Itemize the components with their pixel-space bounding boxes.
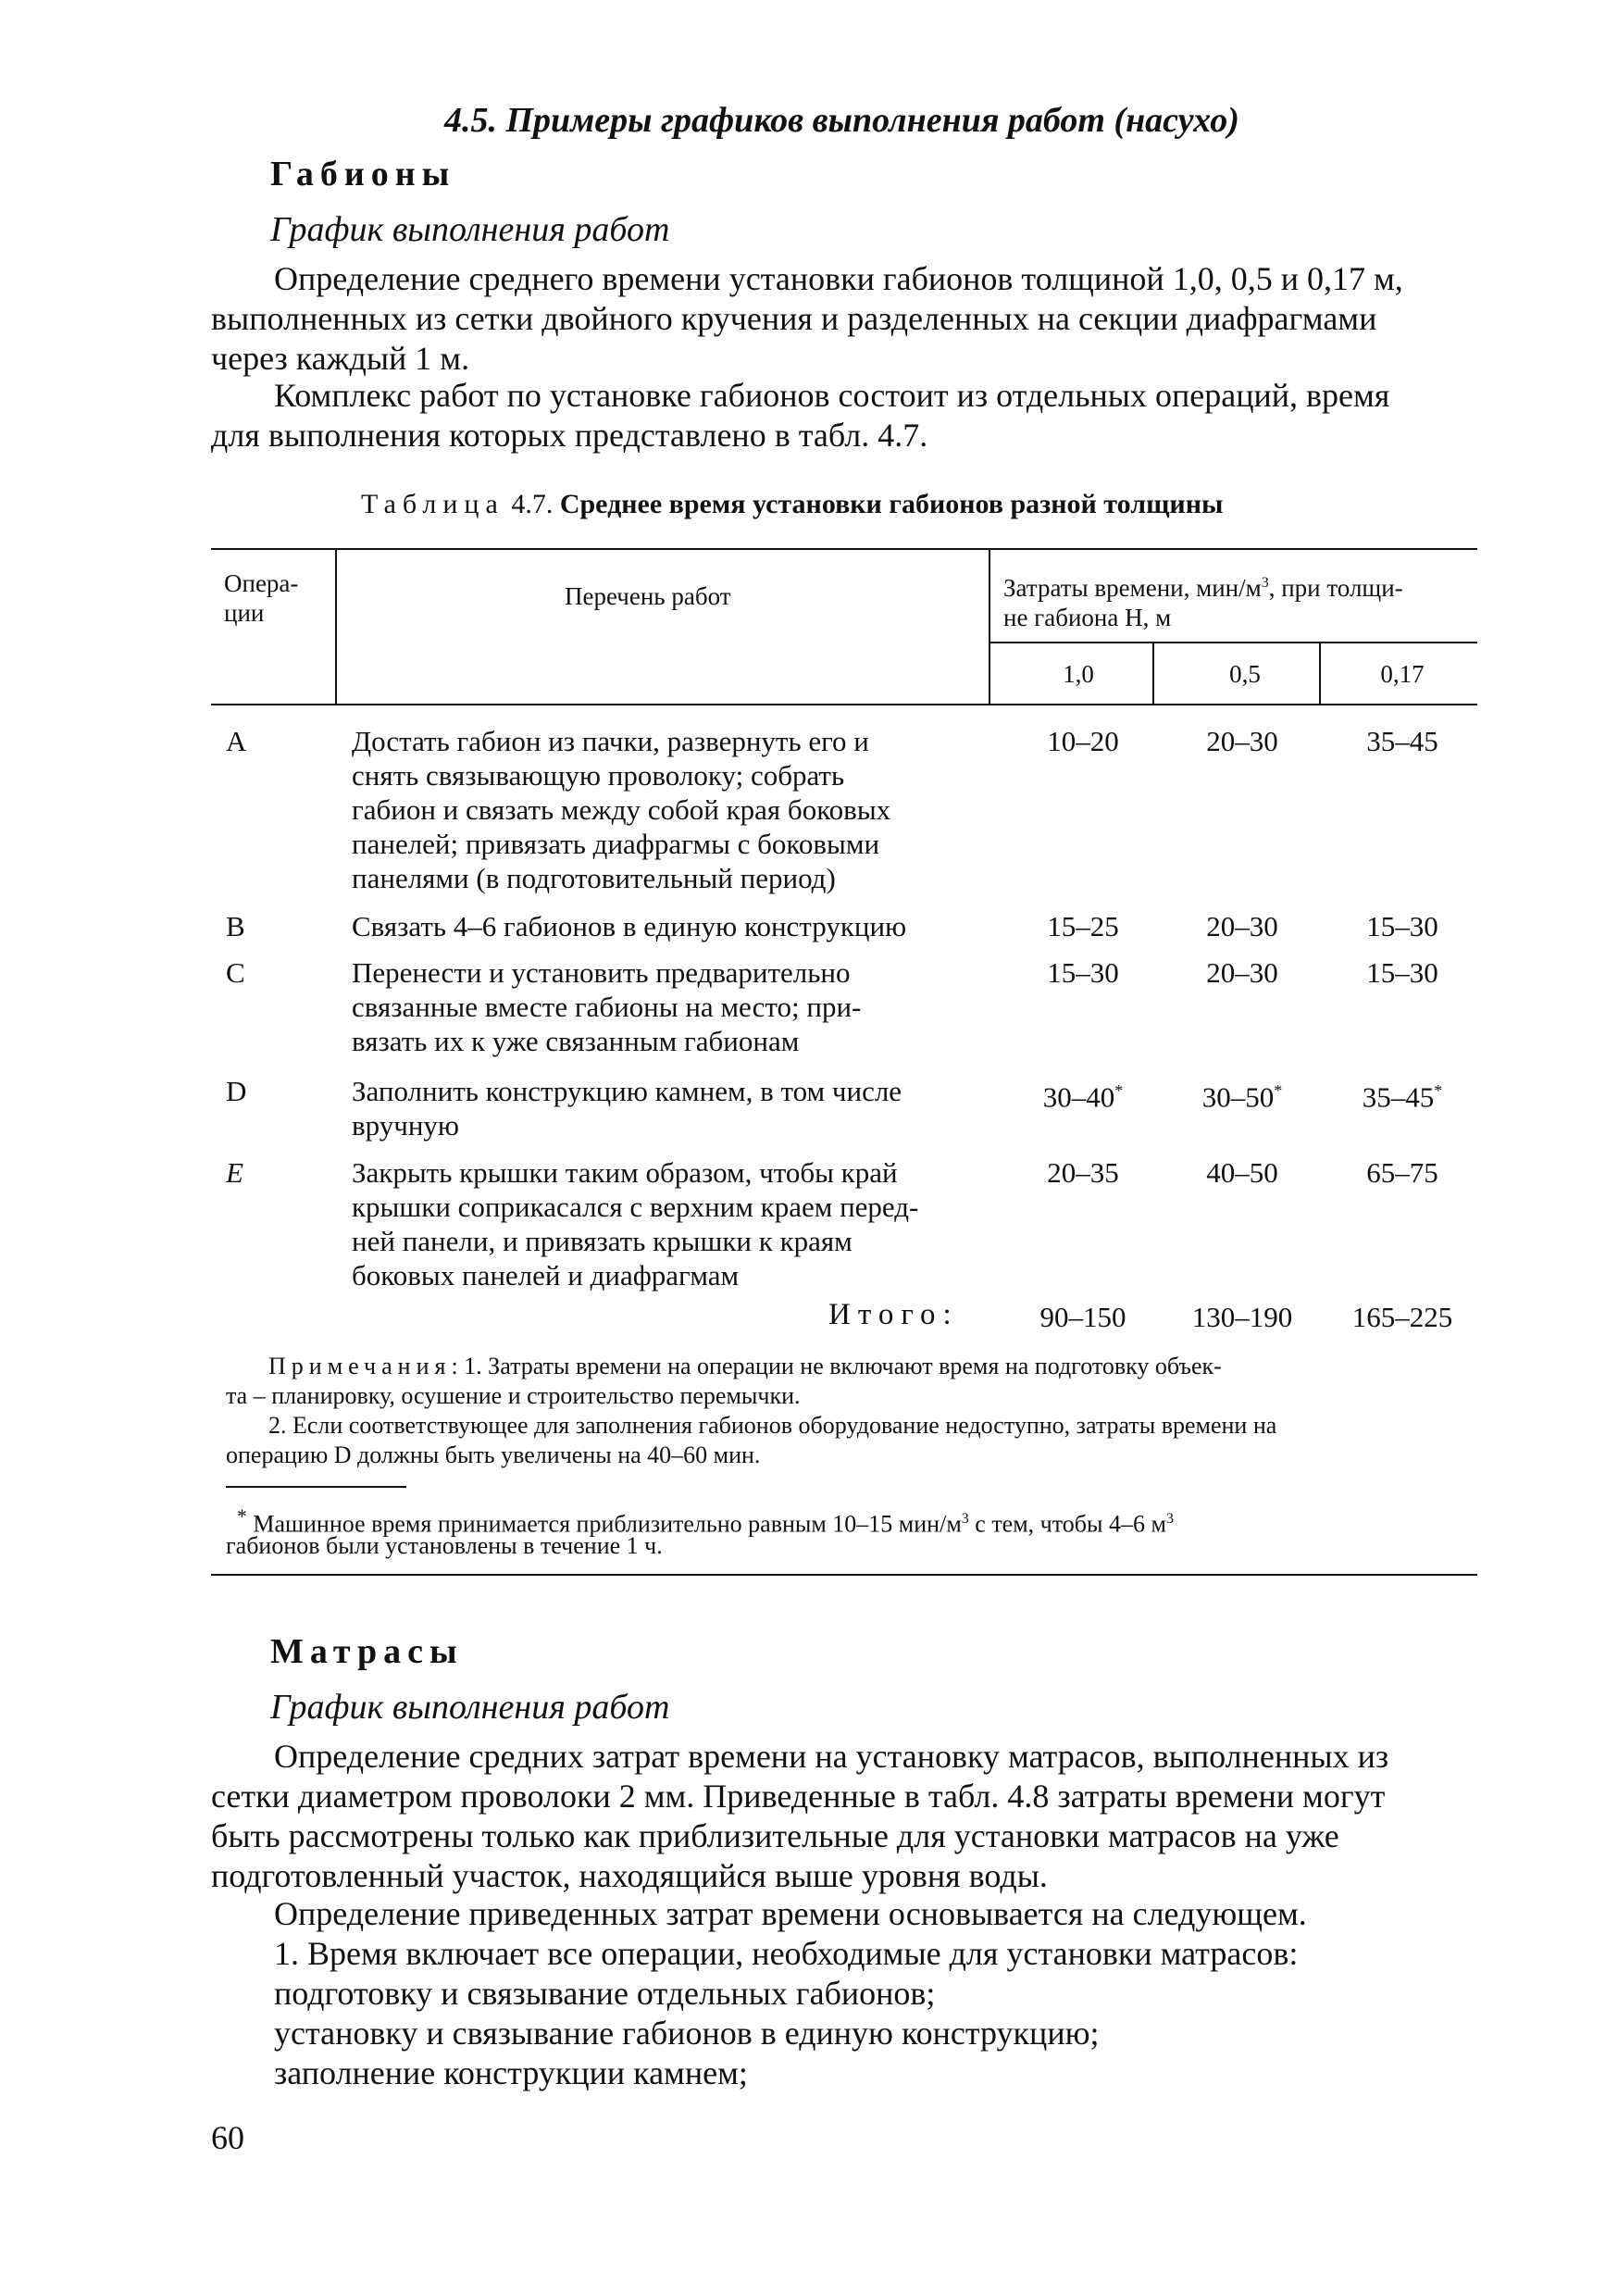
- text-line: заполнение конструкции камнем;: [274, 2054, 748, 2091]
- mattresses-list: [211, 1894, 1481, 2093]
- header-text: ции: [224, 599, 265, 627]
- table-note-2-cont: [226, 1441, 1477, 1470]
- work-line: панелями (в подготовительный период): [352, 862, 836, 894]
- table-col-divider: [1152, 642, 1154, 705]
- note-text: та – планировку, осушение и строительство перемычки.: [226, 1382, 801, 1409]
- value-text: 30–50: [1201, 1080, 1275, 1114]
- notes-label: Примечания: [268, 1353, 452, 1379]
- work-line: боковых панелей и диафрагмам: [352, 1259, 740, 1292]
- total-label: Итого:: [828, 1298, 959, 1331]
- work-line: Заполнить конструкцию камнем, в том числе: [352, 1075, 902, 1107]
- gabions-subheading: График выполнения работ: [270, 210, 670, 249]
- footnote-sup: 3: [1165, 1511, 1174, 1527]
- row-c-v3: 15–30: [1366, 956, 1438, 989]
- work-line: панелей; привязать диафрагмы с боковыми: [352, 828, 880, 860]
- row-a-v1: 10–20: [1047, 725, 1119, 757]
- work-line: вязать их к уже связанным габионам: [352, 1025, 800, 1057]
- mattresses-subheading: График выполнения работ: [270, 1688, 670, 1727]
- note-text: операцию D должны быть увеличены на 40–60 мин.: [226, 1441, 761, 1468]
- text-line: подготовку и связывание отдельных габионов;: [274, 1975, 936, 2012]
- footnote-text: габионов были установлены в течение 1 ч.: [226, 1532, 663, 1559]
- row-b-v2: 20–30: [1206, 910, 1278, 942]
- header-text: Затраты времени, мин/м: [1003, 574, 1262, 602]
- value-text: 35–45: [1362, 1080, 1435, 1114]
- row-e-v3: 65–75: [1366, 1156, 1438, 1189]
- asterisk-mark: *: [1114, 1081, 1124, 1100]
- text-line: подготовленный участок, находящийся выше уровня воды.: [211, 1857, 1048, 1894]
- table-bottom-rule: [211, 1574, 1477, 1576]
- table-col-divider: [335, 548, 337, 705]
- text-line: быть рассмотрены только как приблизительные для установки матрасов на уже: [211, 1817, 1339, 1854]
- work-line: Закрыть крышки таким образом, чтобы край: [352, 1156, 898, 1189]
- row-b-v3: 15–30: [1366, 910, 1438, 942]
- text-line: Определение приведенных затрат времени основывается на следующем.: [274, 1895, 1307, 1932]
- total-v2: 130–190: [1191, 1301, 1293, 1333]
- header-thickness-3: 0,17: [1380, 660, 1425, 688]
- row-d-v1: [1009, 1074, 1157, 1114]
- row-a-v2: 20–30: [1206, 725, 1278, 757]
- total-v1: 90–150: [1039, 1301, 1126, 1333]
- text-line: для выполнения которых представлено в табл. 4.7.: [211, 417, 928, 454]
- text-line: сетки диаметром проволоки 2 мм. Приведенные в табл. 4.8 затраты времени могут: [211, 1778, 1386, 1815]
- row-e-v1: 20–35: [1047, 1156, 1119, 1189]
- table-col-divider: [989, 548, 990, 705]
- work-line: Достать габион из пачки, развернуть его и: [352, 725, 869, 757]
- section-title: 4.5. Примеры графиков выполнения работ (насухо): [444, 101, 1239, 140]
- header-thickness-1: 1,0: [1063, 660, 1094, 688]
- row-d-v3: [1328, 1074, 1476, 1114]
- footnote-sup: 3: [961, 1511, 969, 1527]
- row-e-v2: 40–50: [1206, 1156, 1278, 1189]
- header-time: [1003, 568, 1403, 632]
- page-number: 60: [211, 2119, 244, 2156]
- work-line: снять связывающую проволоку; собрать: [352, 759, 845, 792]
- asterisk-mark: *: [1434, 1081, 1443, 1100]
- row-a-work: [352, 724, 890, 895]
- row-c-v2: 20–30: [1206, 956, 1278, 989]
- row-c-work: [352, 955, 861, 1058]
- work-line: габион и связать между собой края боковых: [352, 793, 891, 826]
- work-line: вручную: [352, 1109, 460, 1142]
- row-b-v1: 15–25: [1047, 910, 1119, 942]
- footnote-text: с тем, чтобы 4–6 м: [968, 1510, 1166, 1538]
- note-text: 2. Если соответствующее для заполнения габионов оборудование недоступно, затраты времени на: [268, 1412, 1277, 1439]
- table-notes: [268, 1352, 1520, 1381]
- value-text: 30–40: [1042, 1080, 1115, 1114]
- footnote-cont: [226, 1531, 1477, 1561]
- text-line: 1. Время включает все операции, необходимые для установки матрасов:: [274, 1935, 1299, 1972]
- work-line: ней панели, и привязать крышки к краям: [352, 1225, 853, 1257]
- table-top-rule: [211, 548, 1477, 550]
- asterisk-mark: *: [1274, 1081, 1283, 1100]
- table-caption-title: Среднее время установки габионов разной толщины: [559, 489, 1224, 519]
- mattresses-heading: Матрасы: [270, 1632, 464, 1671]
- note-text: : 1. Затраты времени на операции не включают время на подготовку объек-: [451, 1353, 1222, 1379]
- row-b-op: B: [226, 910, 245, 942]
- table-notes-cont: [226, 1381, 1477, 1411]
- header-text: , при толщи-: [1268, 574, 1403, 602]
- footnote-mark: *: [237, 1505, 247, 1528]
- header-works: Перечень работ: [565, 582, 731, 610]
- header-sup: 3: [1261, 575, 1269, 591]
- total-v3: 165–225: [1351, 1301, 1453, 1333]
- text-line: Определение средних затрат времени на установку матрасов, выполненных из: [274, 1738, 1389, 1775]
- text-line: Комплекс работ по установке габионов состоит из отдельных операций, время: [274, 377, 1390, 414]
- table-caption-number: 4.7.: [511, 489, 554, 519]
- row-a-v3: 35–45: [1366, 725, 1438, 757]
- table-note-2: [268, 1411, 1520, 1441]
- row-d-work: [352, 1074, 902, 1142]
- work-line: крышки соприкасался с верхним краем перед-: [352, 1191, 919, 1223]
- row-a-op: A: [226, 725, 247, 757]
- work-line: Связать 4–6 габионов в единую конструкцию: [352, 910, 907, 942]
- row-d-v2: [1168, 1074, 1316, 1114]
- text-line: выполненных из сетки двойного кручения и разделенных на секции диафрагмами: [211, 300, 1377, 337]
- header-operations: [224, 568, 298, 628]
- table-header-rule: [211, 704, 1477, 705]
- footnote-rule: [226, 1486, 406, 1488]
- work-line: связанные вместе габионы на место; при-: [352, 991, 862, 1023]
- header-text: не габиона H, м: [1003, 604, 1172, 631]
- text-line: Определение среднего времени установки габионов толщиной 1,0, 0,5 и 0,17 м,: [274, 260, 1403, 297]
- table-col-divider: [1319, 642, 1321, 705]
- table-caption-prefix: Таблица: [361, 489, 504, 519]
- mattresses-paragraph-1: [211, 1737, 1481, 1896]
- text-line: через каждый 1 м.: [211, 340, 470, 377]
- table-caption: [361, 489, 1223, 520]
- gabions-paragraph-2: [211, 376, 1481, 455]
- row-c-op: C: [226, 956, 245, 989]
- gabions-heading: Габионы: [270, 155, 456, 193]
- footnote-text: Машинное время принимается приблизительно равным 10–15 мин/м: [246, 1510, 962, 1538]
- text-line: установку и связывание габионов в единую конструкцию;: [274, 2015, 1100, 2052]
- row-e-op: E: [226, 1156, 243, 1189]
- gabions-paragraph-1: [211, 259, 1481, 379]
- row-e-work: [352, 1155, 918, 1292]
- row-c-v1: 15–30: [1047, 956, 1119, 989]
- work-line: Перенести и установить предварительно: [352, 956, 851, 989]
- header-text: Опера-: [224, 569, 299, 597]
- row-b-work: [352, 909, 906, 943]
- header-thickness-2: 0,5: [1229, 660, 1261, 688]
- row-d-op: D: [226, 1075, 247, 1107]
- table-subheader-rule: [989, 642, 1477, 643]
